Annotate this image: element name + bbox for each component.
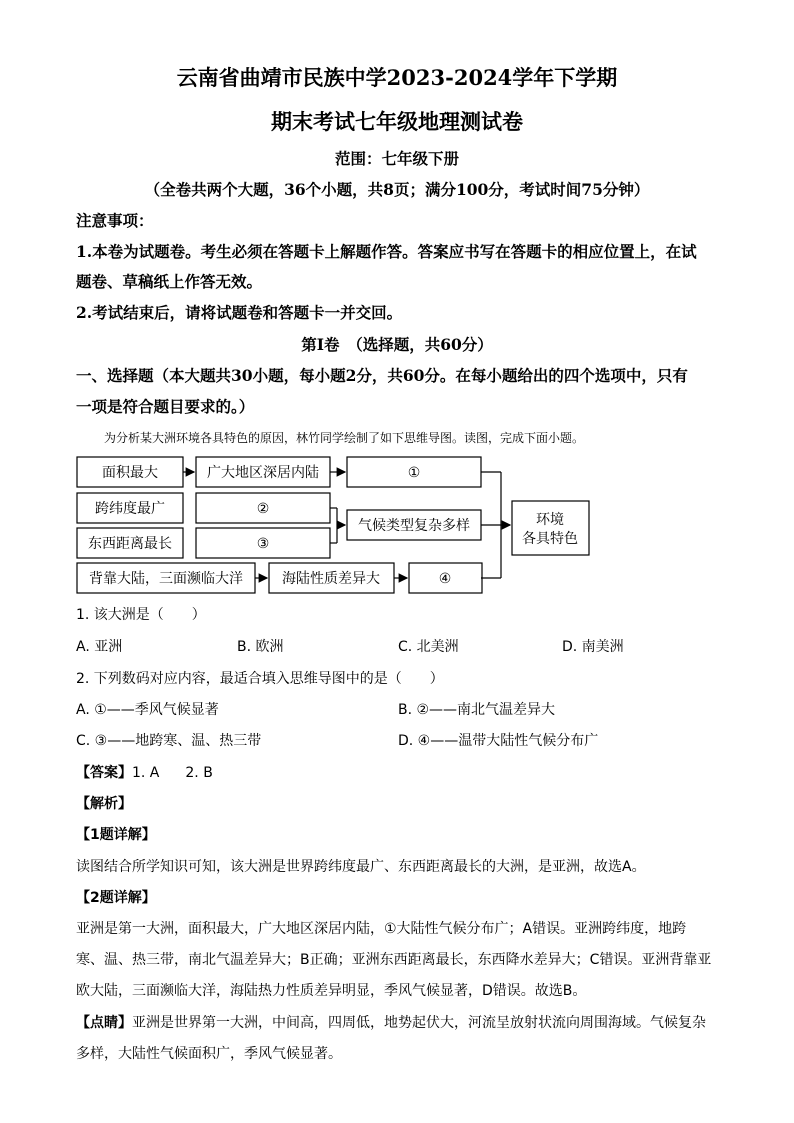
tip-line-2: 多样，大陆性气候面积广，季风气候显著。	[76, 1046, 342, 1062]
label-latitude-widest: 跨纬度最广	[95, 501, 165, 517]
q1-option-c: C. 北美洲	[398, 639, 459, 655]
q1-option-b: B. 欧洲	[237, 639, 284, 655]
q1-stem: 1. 该大洲是（ ）	[76, 607, 206, 623]
answer-2: 2. B	[185, 765, 213, 781]
exam-info: （全卷共两个大题，36个小题，共8页；满分100分，考试时间75分钟）	[144, 180, 650, 199]
label-sea-land-diff: 海陆性质差异大	[282, 571, 380, 587]
q1-option-d: D. 南美洲	[562, 639, 624, 655]
label-circle-1: ①	[407, 465, 421, 481]
label-climate-diverse: 气候类型复杂多样	[358, 518, 470, 534]
label-circle-4: ④	[438, 571, 452, 587]
tip-line-1	[76, 1012, 706, 1032]
answer-label: 【答案】	[76, 765, 132, 781]
label-inland: 广大地区深居内陆	[207, 465, 319, 481]
q2-option-c: C. ③——地跨寒、温、热三带	[76, 733, 262, 749]
detail-2-label: 【2题详解】	[76, 890, 156, 906]
q2-option-d: D. ④——温带大陆性气候分布广	[398, 733, 599, 749]
part1-instructions-cont: 一项是符合题目要求的。）	[76, 397, 255, 416]
detail-1-text: 读图结合所学知识可知，该大洲是世界跨纬度最广、东西距离最长的大洲，是亚洲，故选A。	[76, 859, 646, 875]
answer-1: 1. A	[132, 765, 160, 781]
detail-2-line-1: 亚洲是第一大洲，面积最大，广大地区深居内陆，①大陆性气候分布广；A错误。亚洲跨纬度，地跨	[76, 921, 687, 937]
part1-instructions: 一、选择题（本大题共30小题，每小题2分，共60分。在每小题给出的四个选项中，只有	[76, 366, 688, 385]
exam-scope: 范围：七年级下册	[334, 149, 459, 168]
tip-text: 亚洲是世界第一大洲，中间高，四周低，地势起伏大，河流呈放射状流向周围海域。气候复杂	[132, 1015, 706, 1031]
tip-label: 【点睛】	[76, 1015, 132, 1031]
section-title: 第I卷 （选择题，共60分）	[301, 335, 493, 354]
detail-2-line-2: 寒、温、热三带，南北气温差异大；B正确；亚洲东西距离最长，东西降水差异大；C错误。亚洲背靠亚	[76, 952, 712, 968]
page-subtitle: 期末考试七年级地理测试卷	[271, 109, 523, 134]
notes-heading: 注意事项：	[76, 211, 154, 230]
label-environment-1: 环境	[536, 512, 564, 528]
notes-item-1: 1.本卷为试题卷。考生必须在答题卡上解题作答。答案应书写在答题卡的相应位置上，在试	[76, 242, 697, 261]
q2-option-a: A. ①——季风气候显著	[76, 702, 219, 718]
label-environment-2: 各具特色	[522, 531, 578, 547]
label-area-largest: 面积最大	[102, 465, 158, 481]
q1-option-a: A. 亚洲	[76, 639, 123, 655]
analysis-label: 【解析】	[76, 796, 132, 812]
q2-stem: 2. 下列数码对应内容，最适合填入思维导图中的是（ ）	[76, 671, 444, 687]
answer-line	[76, 762, 213, 782]
detail-2-line-3: 欧大陆，三面濒临大洋，海陆热力性质差异明显，季风气候显著，D错误。故选B。	[76, 983, 587, 999]
page-title: 云南省曲靖市民族中学2023-2024学年下学期	[176, 65, 618, 90]
detail-1-label: 【1题详解】	[76, 827, 156, 843]
q2-option-b: B. ②——南北气温差异大	[398, 702, 556, 718]
notes-item-2: 2.考试结束后，请将试题卷和答题卡一并交回。	[76, 303, 403, 322]
label-circle-3: ③	[256, 536, 270, 552]
question-intro: 为分析某大洲环境各具特色的原因，林竹同学绘制了如下思维导图。读图，完成下面小题。	[104, 431, 585, 445]
label-circle-2: ②	[256, 501, 270, 517]
notes-item-1-cont: 题卷、草稿纸上作答无效。	[76, 272, 263, 291]
label-backing-continent: 背靠大陆，三面濒临大洋	[89, 571, 243, 587]
label-eastwest-longest: 东西距离最长	[88, 536, 172, 552]
